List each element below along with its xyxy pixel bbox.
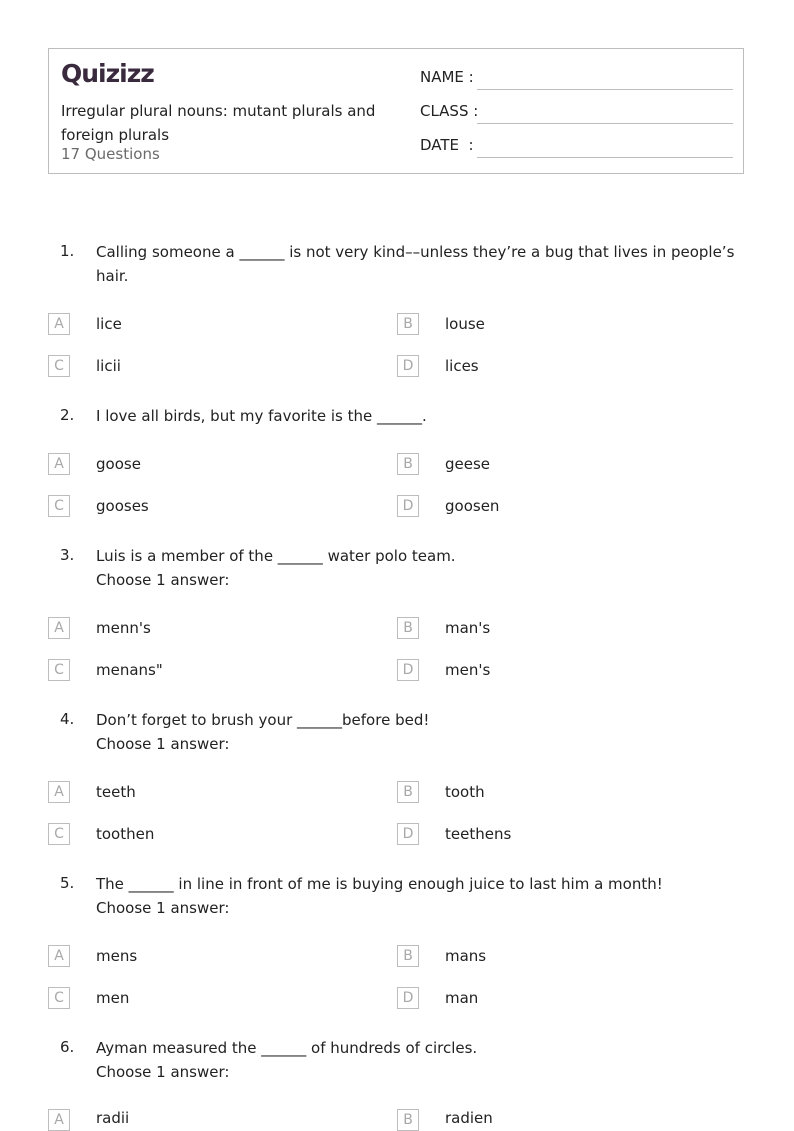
option-text: goose <box>96 455 141 473</box>
option-letter-b: B <box>397 453 419 475</box>
option-text: radii <box>96 1109 130 1127</box>
question-line: Don’t forget to brush your ______before bed! <box>96 711 430 729</box>
question-number: 4. <box>60 710 75 728</box>
question-count: 17 Questions <box>61 145 160 163</box>
option-text: lices <box>445 357 479 375</box>
option-letter-c: C <box>48 823 70 845</box>
question-line: I love all birds, but my favorite is the ______. <box>96 407 427 425</box>
question-text <box>96 872 736 920</box>
question-number: 6. <box>60 1038 75 1056</box>
option-text: man's <box>445 619 491 637</box>
option-letter-d: D <box>397 823 419 845</box>
option-text: menans" <box>96 661 163 679</box>
option-text: toothen <box>96 825 155 843</box>
question-line: Luis is a member of the ______ water polo team. <box>96 547 456 565</box>
option-text: teethens <box>445 825 512 843</box>
name-line <box>477 89 733 90</box>
option-text: menn's <box>96 619 151 637</box>
option-text: mans <box>445 947 487 965</box>
option-letter-c: C <box>48 659 70 681</box>
class-line <box>477 123 733 124</box>
question-text <box>96 544 736 592</box>
question-number: 2. <box>60 406 75 424</box>
option-letter-d: D <box>397 659 419 681</box>
worksheet-header <box>48 48 744 174</box>
question-number: 5. <box>60 874 75 892</box>
question-instruction: Choose 1 answer: <box>96 735 230 753</box>
option-text: men <box>96 989 130 1007</box>
option-letter-b: B <box>397 1109 419 1131</box>
option-text: mens <box>96 947 138 965</box>
question-instruction: Choose 1 answer: <box>96 899 230 917</box>
option-letter-a: A <box>48 313 70 335</box>
date-line <box>477 157 733 158</box>
option-letter-a: A <box>48 617 70 639</box>
option-letter-d: D <box>397 495 419 517</box>
date-label: DATE : <box>420 136 474 154</box>
name-label: NAME : <box>420 68 474 86</box>
question-text <box>96 240 736 288</box>
option-text: licii <box>96 357 121 375</box>
question-line: Ayman measured the ______ of hundreds of circles. <box>96 1039 478 1057</box>
option-letter-c: C <box>48 987 70 1009</box>
option-letter-a: A <box>48 453 70 475</box>
question-instruction: Choose 1 answer: <box>96 571 230 589</box>
option-letter-a: A <box>48 945 70 967</box>
option-letter-b: B <box>397 945 419 967</box>
question-line: Calling someone a ______ is not very kind––unless they’re a bug that lives in people’s hair. <box>96 243 735 285</box>
question-number: 3. <box>60 546 75 564</box>
option-text: teeth <box>96 783 136 801</box>
option-text: louse <box>445 315 485 333</box>
option-text: gooses <box>96 497 149 515</box>
option-letter-b: B <box>397 313 419 335</box>
question-text <box>96 708 736 756</box>
option-text: man <box>445 989 479 1007</box>
option-letter-d: D <box>397 355 419 377</box>
option-letter-d: D <box>397 987 419 1009</box>
option-text: goosen <box>445 497 500 515</box>
option-text: men's <box>445 661 491 679</box>
option-text: tooth <box>445 783 485 801</box>
option-letter-a: A <box>48 1109 70 1131</box>
question-line: The ______ in line in front of me is buying enough juice to last him a month! <box>96 875 663 893</box>
option-letter-a: A <box>48 781 70 803</box>
option-text: geese <box>445 455 491 473</box>
option-letter-b: B <box>397 617 419 639</box>
worksheet-title: Irregular plural nouns: mutant plurals and foreign plurals <box>61 102 376 144</box>
question-instruction: Choose 1 answer: <box>96 1063 230 1081</box>
option-text: radien <box>445 1109 493 1127</box>
option-letter-c: C <box>48 495 70 517</box>
question-text <box>96 404 736 428</box>
option-letter-b: B <box>397 781 419 803</box>
question-number: 1. <box>60 242 75 260</box>
question-text <box>96 1036 736 1084</box>
class-label: CLASS : <box>420 102 479 120</box>
option-text: lice <box>96 315 122 333</box>
option-letter-c: C <box>48 355 70 377</box>
quizizz-logo: Quizizz <box>61 59 154 88</box>
